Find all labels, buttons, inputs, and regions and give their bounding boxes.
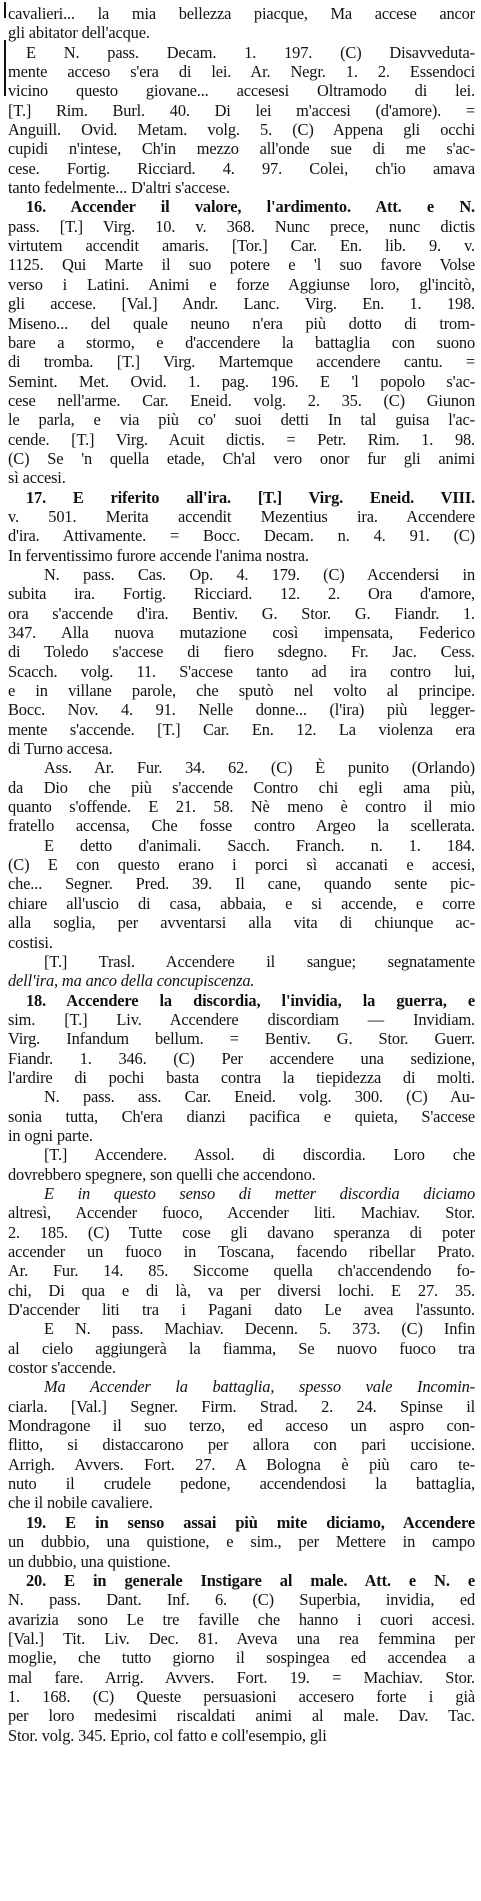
text-line: 19. E in senso assai più mite diciamo, Accendere xyxy=(26,1512,475,1532)
text-line: 18. Accendere la discordia, l'invidia, la guerra, e xyxy=(26,990,475,1010)
text-line: Stor. volg. 345. Eprio, col fatto e coll'esempio, gli xyxy=(8,1725,327,1745)
text-line: nuto il crudele pedone, accendendosi la battaglia, xyxy=(8,1474,475,1494)
text-line: E detto d'animali. Sacch. Franch. n. 1. 184. xyxy=(44,835,475,855)
text-line: quanto s'offende. E 21. 58. Nè meno è contro il mio xyxy=(8,797,475,817)
text-line: in ogni parte. xyxy=(8,1125,93,1145)
text-line: N. pass. ass. Car. Eneid. volg. 300. (C) Au- xyxy=(44,1087,475,1107)
text-line: gli accese. [Val.] Andr. Lanc. Virg. En. 1. 198. xyxy=(8,294,475,314)
text-line: dell'ira, ma anco della concupiscenza. xyxy=(8,971,255,991)
text-line: vicino questo giovane... accesesi Oltramodo di lei. xyxy=(8,81,475,101)
text-line: cese. Fortig. Ricciard. 4. 97. Colei, ch'io amava xyxy=(8,158,475,178)
text-line: 347. Alla nuova mutazione così impensata, Federico xyxy=(8,623,475,642)
text-line: ora s'accende d'ira. Bentiv. G. Stor. G. Fiandr. 1. xyxy=(8,603,475,623)
text-line: Semint. Met. Ovid. 1. pag. 196. E 'l popolo s'ac- xyxy=(8,371,475,391)
margin-bar-top xyxy=(4,2,6,18)
text-line: (C) Se 'n quella etade, Ch'al vero onor fur gli animi xyxy=(8,448,475,468)
text-line: Virg. Infandum bellum. = Bentiv. G. Stor. Guerr. xyxy=(8,1029,475,1049)
text-line: per loro medesimi riscaldati animi al male. Dav. Tac. xyxy=(8,1706,475,1726)
text-line: Ar. Fur. 14. 85. Siccome quella ch'accendendo fo- xyxy=(8,1261,475,1281)
text-line: 20. E in generale Instigare al male. Att. e N. e xyxy=(26,1570,475,1590)
text-line: bare a stormo, e d'accendere la battaglia con suono xyxy=(8,332,475,352)
text-line: mal fare. Arrig. Avvers. Fort. 19. = Machiav. Stor. xyxy=(8,1667,475,1687)
text-line: Miseno... del quale neuno n'era più dotto di trom- xyxy=(8,313,475,333)
text-line: tanto fedelmente... D'altri s'accese. xyxy=(8,178,230,198)
text-line: le parla, e via più co' suoi detti In tal guisa l'ac- xyxy=(8,410,475,430)
text-line: 17. E riferito all'ira. [T.] Virg. Eneid. VIII. xyxy=(26,487,475,507)
text-line: In ferventissimo furore accende l'anima nostra. xyxy=(8,545,309,565)
text-line: 1125. Qui Marte il suo potere e 'l suo favore Volse xyxy=(8,255,475,275)
text-line: chiare all'uscio di casa, abbaia, e si accende, e corre xyxy=(8,893,475,913)
text-line: dovrebbero spegnere, son quelli che accendono. xyxy=(8,1164,316,1184)
text-line: E N. pass. Machiav. Decenn. 5. 373. (C) Infin xyxy=(44,1319,475,1339)
text-line: che il nobile cavaliere. xyxy=(8,1493,153,1513)
text-line: [Val.] Tit. Liv. Dec. 81. Aveva una rea femmina per xyxy=(8,1628,475,1648)
text-line: cese nell'arme. Car. Eneid. volg. 2. 35. (C) Giunon xyxy=(8,390,475,410)
text-line: verso i Latini. Animi e forze Aggiunse loro, gl'incitò, xyxy=(8,274,475,294)
text-line: avarizia sono Le tre faville che hanno i cuori accesi. xyxy=(8,1609,475,1629)
text-line: sì accesi. xyxy=(8,468,66,488)
dictionary-text xyxy=(8,4,475,1745)
text-line: E in questo senso di metter discordia diciamo xyxy=(44,1183,475,1203)
text-line: chi, Di qua e di là, va per diversi lochi. E 27. 35. xyxy=(8,1280,475,1300)
text-line: Bocc. Nov. 4. 91. Nelle donne... (l'ira) più legger- xyxy=(8,700,475,720)
text-line: sonia tutta, Ch'era dianzi pacifica e quieta, S'accese xyxy=(8,1106,475,1126)
text-line: [T.] Accendere. Assol. di discordia. Loro che xyxy=(44,1145,475,1165)
text-line: E N. pass. Decam. 1. 197. (C) Disavveduta- xyxy=(26,42,475,62)
text-line: costor s'accende. xyxy=(8,1358,116,1378)
text-line: cende. [T.] Virg. Acuit dictis. = Petr. Rim. 1. 98. xyxy=(8,429,475,449)
text-line: moglie, che tutto giorno il sospingea ed accendea a xyxy=(8,1648,475,1668)
text-line: N. pass. Dant. Inf. 6. (C) Superbia, invidia, ed xyxy=(8,1590,475,1610)
text-line: virtutem accendit amaris. [Tor.] Car. En. lib. 9. v. xyxy=(8,236,475,256)
text-line: e in villane parole, che sputò nel volto al principe. xyxy=(8,681,475,701)
text-line: Anguill. Ovid. Metam. volg. 5. (C) Appena gli occhi xyxy=(8,120,475,140)
text-line: gli abitator dell'acque. xyxy=(8,23,150,43)
text-line: Mondragone il suo terzo, ed acceso un aspro con- xyxy=(8,1416,475,1436)
text-line: (C) E con questo erano i porci sì accanati e accesi, xyxy=(8,855,475,875)
text-line: 2. 185. (C) Tutte cose gli davano speranza di poter xyxy=(8,1222,475,1242)
text-line: costisi. xyxy=(8,932,53,952)
text-line: mente acceso s'era di lei. Ar. Negr. 1. 2. Essendoci xyxy=(8,62,475,82)
text-line: alla soglia, per avventarsi alla vita di chiunque ac- xyxy=(8,913,475,933)
text-line: 1. 168. (C) Queste persuasioni accesero forte i già xyxy=(8,1686,475,1706)
text-line: Fiandr. 1. 346. (C) Per accendere una sedizione, xyxy=(8,1048,475,1068)
text-line: un dubbio, una quistione, e sim., per Mettere in campo xyxy=(8,1532,475,1552)
text-line: fratello accensa, Che fosse contro Argeo la scellerata. xyxy=(8,816,475,836)
text-line: [T.] Trasl. Accendere il sangue; segnatamente xyxy=(44,951,475,971)
text-line: cupidi n'intese, Ch'in mezzo all'onde sue di me s'ac- xyxy=(8,139,475,159)
text-line: cavalieri... la mia bellezza piacque, Ma accese ancor xyxy=(8,4,475,23)
text-line: [T.] Rim. Burl. 40. Di lei m'accesi (d'amore). = xyxy=(8,100,475,120)
text-line: un dubbio, una quistione. xyxy=(8,1551,171,1571)
text-line: v. 501. Merita accendit Mezentius ira. Accendere xyxy=(8,506,475,526)
text-line: l'ardire di pochi basta contra la tiepidezza di molti. xyxy=(8,1067,475,1087)
text-line: al cielo aggiungerà la fiamma, Se nuovo fuoco tra xyxy=(8,1338,475,1358)
text-line: di Toledo s'accese di fiero sdegno. Fr. Jac. Cess. xyxy=(8,642,475,662)
text-line: sim. [T.] Liv. Accendere discordiam — Invidiam. xyxy=(8,1009,475,1029)
margin-bar-lower xyxy=(4,40,6,96)
text-line: altresì, Accender fuoco, Accender liti. Machiav. Stor. xyxy=(8,1203,475,1223)
text-line: accender un fuoco in Toscana, facendo ribellar Prato. xyxy=(8,1242,475,1261)
text-line: Scacch. volg. 11. S'accese tanto ad ira contro lui, xyxy=(8,661,475,681)
text-line: flitto, si distaccarono per allora con pari uccisione. xyxy=(8,1435,475,1455)
text-line: di tromba. [T.] Virg. Martemque accendere cantu. = xyxy=(8,352,475,372)
text-line: da Dio che più s'accende Contro chi egli ama più, xyxy=(8,777,475,797)
text-line: d'ira. Attivamente. = Bocc. Decam. n. 4. 91. (C) xyxy=(8,526,475,546)
text-line: Ma Accender la battaglia, spesso vale Incomin- xyxy=(44,1377,475,1397)
text-line: 16. Accender il valore, l'ardimento. Att. e N. xyxy=(26,197,475,217)
text-line: pass. [T.] Virg. 10. v. 368. Nunc prece, nunc dictis xyxy=(8,216,475,236)
text-line: ciarla. [Val.] Segner. Firm. Strad. 2. 24. Spinse il xyxy=(8,1396,475,1416)
text-line: che... Segner. Pred. 39. Il cane, quando sente pic- xyxy=(8,874,475,894)
text-line: Arrigh. Avvers. Fort. 27. A Bologna è più caro te- xyxy=(8,1454,475,1474)
text-line: N. pass. Cas. Op. 4. 179. (C) Accendersi in xyxy=(44,564,475,584)
text-line: Ass. Ar. Fur. 34. 62. (C) È punito (Orlando) xyxy=(44,758,475,778)
text-line: subita ira. Fortig. Ricciard. 12. 2. Ora d'amore, xyxy=(8,584,475,604)
text-line: D'accender liti tra i Pagani dato Le avea l'assunto. xyxy=(8,1300,475,1320)
text-line: mente s'accende. [T.] Car. En. 12. La violenza era xyxy=(8,719,475,739)
text-line: di Turno accesa. xyxy=(8,739,113,759)
